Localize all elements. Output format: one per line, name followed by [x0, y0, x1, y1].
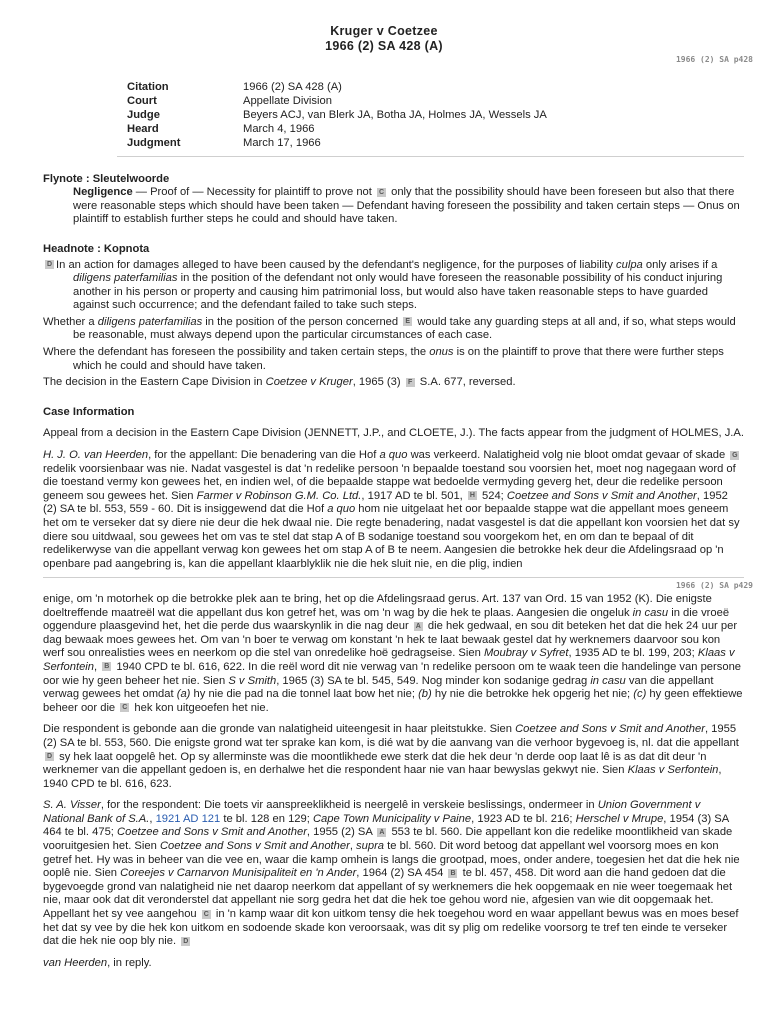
margin-letter: E [403, 317, 412, 326]
margin-letter: C [378, 188, 385, 196]
headnote-para: Where the defendant has foreseen the possibility and taken certain steps, the onus is on the plaintiff to prove that there were further steps which he could and should have taken. [43, 346, 724, 372]
judgment-para: Die respondent is gebonde aan die gronde van nalatigheid uiteengesit in haar pleitstukke. Sien Coetzee and Sons v Smit and Another, 1955 (2) SA te bl. 553, 560. Die enigste grond wat ter sprake kan kom, is dié wat by die aanvang van die verhoor bygevoeg is, nl. dat die appellant D sy hek laat oopgelê het. Op sy allerminste was die moontlikhede ewe sterk dat die hek deur 'n derde oop laat lê is as dat dit deur 'n werknemer van die appellant gedoen is, en derhalwe het die respondent haar nie van haar bewyslas gekwyt nie. Sien Klaas v Serfontein, 1940 CPD te bl. 616, 623. [43, 723, 739, 790]
case-citation: 1966 (2) SA 428 (A) [325, 38, 443, 53]
meta-row-judgment: Judgment March 17, 1966 [127, 137, 321, 150]
meta-row-court: Court Appellate Division [127, 94, 332, 107]
margin-letter: B [104, 663, 110, 671]
margin-letter: F [406, 378, 415, 387]
margin-letter: B [450, 869, 456, 877]
citation-link[interactable]: 1921 AD 121 [155, 812, 221, 825]
flynote-text: Negligence — Proof of — Necessity for plaintiff to prove not C only that the possibility should have been foreseen but also that there were reasonable steps which should have been taken — Defendant having foreseen the possibility and taken certain steps — Onus on plaintiff to establish further steps he could and should have taken. [73, 186, 740, 226]
case-information-body [43, 427, 744, 571]
case-title [0, 0, 768, 53]
flynote-body [43, 186, 744, 227]
margin-letter: G [732, 451, 738, 459]
case-name: Kruger v Coetzee [330, 24, 438, 38]
margin-letter: D [183, 937, 189, 945]
margin-letter: C [203, 910, 209, 918]
judgment-body [43, 593, 744, 970]
divider [117, 156, 744, 157]
flynote-heading: Flynote : Sleutelwoorde [43, 172, 170, 185]
case-info-para: H. J. O. van Heerden, for the appellant: Die benadering van die Hof a quo was verkeerd. Nalatigheid volg nie bloot omdat gevaar of skade G redelik voorsienbaar was nie. Nadat vasgestel is dat 'n redelike persoon 'n bepaalde toestand sou voorsien het, moet nog nagegaan word of die toestand vermy kon gewees het, en indien wel, of die bepaalde stappe wat bedoelde vermyding geverg het, deur die redelike persoon geneem sou gewees het. Sien Farmer v Robinson G.M. Co. Ltd., 1917 AD te bl. 501, H 524; Coetzee and Sons v Smit and Another, 1952 (2) SA te bl. 553, 559 - 60. Dit is insiggewend dat die Hof a quo hom nie uitgelaat het oor bepaalde stappe wat die appellant moes geneem het om te verseker dat sy diere nie deur die hek dwaal nie. Die regte benadering, nadat vasgestel is dat die appellant kon voorsien het dat sy diere sou uitdwaal, sou gewees het om vas te stel dat stap A of B sodanige toestand sou voorgekom het, en om dan te bepaal of dit redelikerwyse van die appellant verwag kon gewees het om stap A of B te neem. Aangesien die betrokke hek deur die Afdelingsraad op 'n openbare pad aangebring is, kan die appellant klaarblyklik nie die hek sluit nie, en die plig, indien [43, 449, 740, 570]
headnote-para: D In an action for damages alleged to have been caused by the defendant's negligence, for the purposes of liability culpa only arises if a diligens paterfamilias in the position of the defendant not only would have foreseen the reasonable possibility of his conduct injuring another in his person or property and causing him patrimonial loss, but would also have taken reasonable steps to have guarded against such occurrence; and the defendant failed to take such steps. [46, 258, 723, 312]
case-info-para: Appeal from a decision in the Eastern Cape Division (JENNETT, J.P., and CLOETE, J.). The facts appear from the judgment of HOLMES, J.A. [43, 427, 744, 440]
margin-letter: A [379, 829, 385, 837]
margin-letter: D [46, 753, 53, 761]
margin-letter: H [469, 492, 475, 500]
headnote-heading: Headnote : Kopnota [43, 242, 150, 255]
meta-row-citation: Citation 1966 (2) SA 428 (A) [127, 80, 342, 93]
meta-row-judge: Judge Beyers ACJ, van Blerk JA, Botha JA, Holmes JA, Wessels JA [127, 108, 547, 121]
page-reference-428: 1966 (2) SA p428 [675, 55, 753, 64]
margin-letter: C [122, 704, 128, 712]
meta-row-heard: Heard March 4, 1966 [127, 123, 315, 136]
judgment-para: enige, om 'n motorhek op die betrokke plek aan te bring, het op die Afdelingsraad gerus. Art. 137 van Ord. 15 van 1952 (K). Die enigste doeltreffende maatreël wat die appellant dus kon getref het, was om 'n wag by die hek te plaas. Aangesien die ongeluk in casu in die vroeë oggendure plaasgevind het, het die perde dus waarskynlik in die nag deur A die hek gedwaal, en sou dit beteken het dat die hek 24 uur per dag bewaak moes gewees het. Om van 'n boer te verwag om konstant 'n hek te laat bewaak gestel dat hy werknemers daarvoor sou kon werf sou onrealisties wees en neerkom op die stel van onredelike hoë gedragseise. Sien Moubray v Syfret, 1935 AD te bl. 199, 203; Klaas v Serfontein, B 1940 CPD te bl. 616, 622. In die reël word dit nie verwag van 'n redelike persoon om te waak teen die handelinge van persone oor wie hy geen beheer het nie. Sien S v Smith, 1965 (3) SA te bl. 545, 549. Nog minder kon sodanige gedrag in casu van die appellant verwag gewees het omdat (a) hy nie die pad na die tonnel laat bow het nie; (b) hy nie die betrokke hek opgerig het nie; (c) hy geen effektiewe beheer oor die C hek kon uitgeoefen het nie. [43, 592, 743, 714]
judgment-para: van Heerden, in reply. [43, 956, 152, 969]
headnote-body [43, 259, 744, 390]
headnote-para: Whether a diligens paterfamilias in the position of the person concerned E would take any guarding steps at all and, if so, what steps would be reasonable, must always depend upon the particular circumstances of each case. [43, 315, 736, 342]
case-metadata [127, 81, 768, 152]
page-divider [43, 577, 744, 578]
page-reference-429: 1966 (2) SA p429 [675, 581, 753, 591]
judgment-para: S. A. Visser, for the respondent: Die toets vir aanspreeklikheid is neergelê in verskeie beslissings, ondermeer in Union Government v National Bank of S.A., 1921 AD 121 te bl. 128 en 129; Cape Town Municipality v Paine, 1923 AD te bl. 216; Herschel v Mrupe, 1954 (3) SA 464 te bl. 475; Coetzee and Sons v Smit and Another, 1955 (2) SA A 553 te bl. 560. Die appellant kon die redelike moontlikheid van skade vooruitgesien het. Sien Coetzee and Sons v Smit and Another, supra te bl. 560. Dit word betoog dat appellant wel voorsorg moes en kon getref het. Hy was in beheer van die vee en, waar die kamp omhein is langs die grootpad, moes, onder andere, toegesien het dat die hek nie ooplê nie. Sien Coreejes v Carnarvon Munisipaliteit en 'n Ander, 1964 (2) SA 454 B te bl. 457, 458. Dit word aan die hand gedoen dat die bygevoegde grond van nalatigheid nie net daarop neerkom dat appellant of sy werknemers die hek oopgemaak en nie weer toegemaak het nie, maar ook dat dit veronderstel dat appellant nie sorg gedra het dat die hek toe gehou word nie, afgesien van wie dit oopgemaak het. Appellant het sy vee aangehou C in 'n kamp waar dit kon uitkom tensy die hek toegehou word en waar appellant bewus was en moes besef het dat sy vee by die hek kon uitkom en sodoende skade kon veroorsaak, was dit sy plig om redelike voorsorg te tref ten einde te verseker dat die hek nie oop bly nie. D [43, 799, 740, 948]
headnote-para: The decision in the Eastern Cape Division in Coetzee v Kruger, 1965 (3) F S.A. 677, reversed. [43, 376, 516, 389]
case-information-heading: Case Information [43, 405, 135, 418]
margin-letter: A [415, 622, 421, 630]
margin-letter: D [46, 261, 53, 269]
